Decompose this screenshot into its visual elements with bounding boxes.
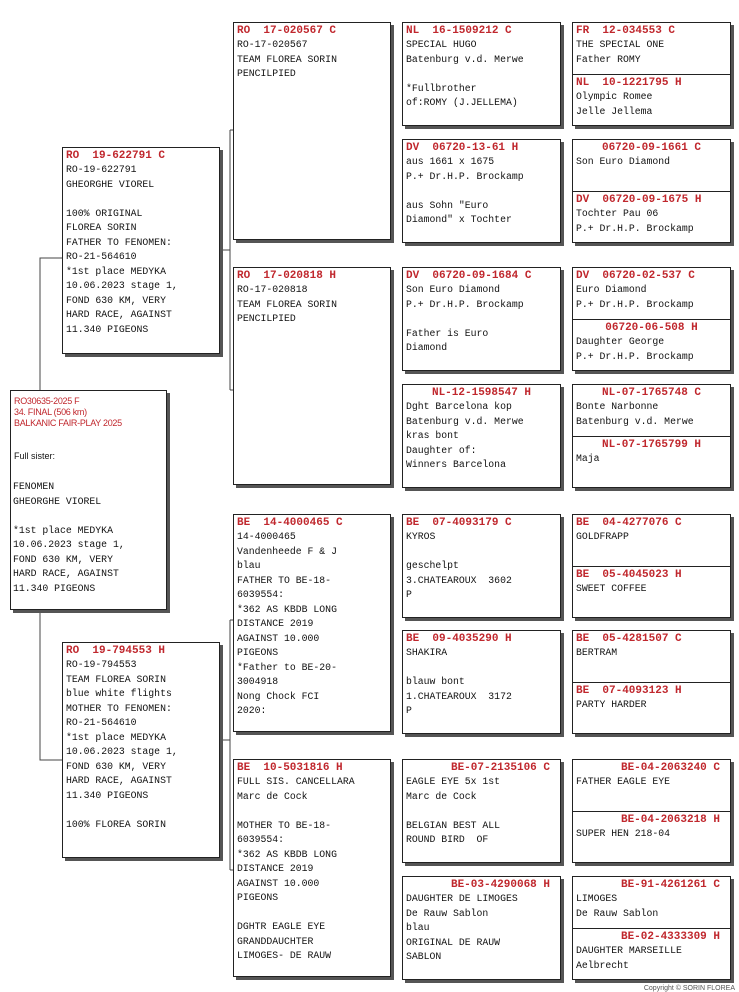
great-grandparent-card[interactable]	[402, 139, 561, 243]
grandparent-card[interactable]	[233, 514, 391, 732]
grandparent-header: BE 10-5031816 H	[237, 762, 343, 774]
dam-card[interactable]	[62, 642, 220, 858]
gen5-pair-card	[572, 22, 731, 126]
great-grandparent-card[interactable]	[402, 630, 561, 734]
great-grandparent-header: NL-12-1598547 H	[431, 387, 532, 399]
ancestor-header: BE 05-4045023 H	[576, 569, 682, 581]
sire-body: RO-19-622791 GHEORGHE VIOREL 100% ORIGINAL FLOREA SORIN FATHER TO FENOMEN: RO-21-564610 *1st place MEDYKA 10.06.2023 stage 1, FOND 630 KM, VERY HARD RACE, AGAINST 11.340 PIGEONS	[66, 164, 178, 335]
ancestor-entry[interactable]	[573, 566, 730, 619]
ancestor-body: Olympic Romee Jelle Jellema	[576, 91, 653, 117]
dam-header: RO 19-794553 H	[66, 645, 166, 657]
ancestor-header: NL 10-1221795 H	[576, 77, 682, 89]
ancestor-entry[interactable]	[573, 23, 730, 74]
ancestor-body: SWEET COFFEE	[576, 583, 647, 594]
ancestor-header: BE 07-4093123 H	[576, 685, 682, 697]
subject-body: FENOMEN GHEORGHE VIOREL *1st place MEDYKA 10.06.2023 stage 1, FOND 630 KM, VERY HARD RACE, AGAINST 11.340 PIGEONS	[13, 481, 125, 594]
ancestor-header: BE-04-2063240 C	[620, 762, 720, 774]
ancestor-entry[interactable]	[573, 631, 730, 682]
ancestor-entry[interactable]	[573, 268, 730, 319]
great-grandparent-body: DAUGHTER DE LIMOGES De Rauw Sablon blau ORIGINAL DE RAUW SABLON	[406, 893, 518, 962]
ancestor-header: 06720-06-508 H	[605, 322, 698, 334]
ancestor-body: Maja	[576, 453, 600, 464]
ancestor-entry[interactable]	[573, 319, 730, 372]
ancestor-entry[interactable]	[573, 682, 730, 735]
ancestor-body: GOLDFRAPP	[576, 531, 629, 542]
gen5-pair-card	[572, 514, 731, 618]
gen5-pair-card	[572, 139, 731, 243]
ancestor-entry[interactable]	[573, 877, 730, 928]
ancestor-entry[interactable]	[573, 515, 730, 566]
ancestor-entry[interactable]	[573, 140, 730, 191]
subject-fullsister-label: Full sister:	[14, 451, 56, 461]
copyright-footer: Copyright © SORIN FLOREA	[643, 985, 735, 992]
ancestor-entry[interactable]	[573, 436, 730, 489]
dam-body: RO-19-794553 TEAM FLOREA SORIN blue white flights MOTHER TO FENOMEN: RO-21-564610 *1st place MEDYKA 10.06.2023 stage 1, FOND 630 KM, VERY HARD RACE, AGAINST 11.340 PIGEONS 100% FLOREA SORIN	[66, 659, 178, 830]
ancestor-entry[interactable]	[573, 385, 730, 436]
grandparent-card[interactable]	[233, 22, 391, 240]
ancestor-body: Bonte Narbonne Batenburg v.d. Merwe	[576, 401, 694, 427]
great-grandparent-header: BE 07-4093179 C	[406, 517, 512, 529]
grandparent-header: BE 14-4000465 C	[237, 517, 343, 529]
great-grandparent-body: EAGLE EYE 5x 1st Marc de Cock BELGIAN BEST ALL ROUND BIRD OF	[406, 776, 501, 845]
great-grandparent-header: NL 16-1509212 C	[406, 25, 512, 37]
great-grandparent-card[interactable]	[402, 384, 561, 488]
great-grandparent-header: DV 06720-13-61 H	[406, 142, 519, 154]
ancestor-entry[interactable]	[573, 760, 730, 811]
sire-header: RO 19-622791 C	[66, 150, 166, 162]
grandparent-header: RO 17-020818 H	[237, 270, 337, 282]
great-grandparent-body: SHAKIRA blauw bont 1.CHATEAROUX 3172 P	[406, 647, 512, 716]
ancestor-body: THE SPECIAL ONE Father ROMY	[576, 39, 665, 65]
gen5-pair-card	[572, 630, 731, 734]
ancestor-header: NL-07-1765799 H	[601, 439, 702, 451]
grandparent-body: 14-4000465 Vandenheede F & J blau FATHER TO BE-18- 6039554: *362 AS KBDB LONG DISTANCE 2019 AGAINST 10.000 PIGEONS *Father to BE-20- 3004918 Nong Chock FCI 2020:	[237, 531, 337, 716]
subject-header: RO30635-2025 F 34. FINAL (506 km) BALKANIC FAIR-PLAY 2025	[14, 396, 122, 428]
grandparent-header: RO 17-020567 C	[237, 25, 337, 37]
grandparent-body: RO-17-020818 TEAM FLOREA SORIN PENCILPIED	[237, 284, 337, 324]
grandparent-card[interactable]	[233, 267, 391, 485]
great-grandparent-body: Son Euro Diamond P.+ Dr.H.P. Brockamp Father is Euro Diamond	[406, 284, 524, 353]
great-grandparent-header: DV 06720-09-1684 C	[406, 270, 532, 282]
ancestor-entry[interactable]	[573, 191, 730, 244]
ancestor-header: BE-04-2063218 H	[620, 814, 720, 826]
great-grandparent-card[interactable]	[402, 514, 561, 618]
great-grandparent-card[interactable]	[402, 876, 561, 980]
ancestor-body: Euro Diamond P.+ Dr.H.P. Brockamp	[576, 284, 694, 310]
ancestor-body: BERTRAM	[576, 647, 618, 658]
ancestor-header: BE-91-4261261 C	[620, 879, 720, 891]
ancestor-body: Son Euro Diamond	[576, 156, 671, 167]
ancestor-entry[interactable]	[573, 74, 730, 127]
ancestor-body: PARTY HARDER	[576, 699, 647, 710]
great-grandparent-body: aus 1661 x 1675 P.+ Dr.H.P. Brockamp aus Sohn "Euro Diamond" x Tochter	[406, 156, 524, 225]
great-grandparent-header: BE-03-4290068 H	[450, 879, 550, 891]
ancestor-header: DV 06720-02-537 C	[576, 270, 695, 282]
ancestor-header: BE 05-4281507 C	[576, 633, 682, 645]
ancestor-header: NL-07-1765748 C	[601, 387, 702, 399]
gen5-pair-card	[572, 759, 731, 863]
sire-card[interactable]	[62, 147, 220, 354]
subject-card[interactable]	[10, 390, 167, 610]
ancestor-body: FATHER EAGLE EYE	[576, 776, 671, 787]
ancestor-entry[interactable]	[573, 811, 730, 864]
ancestor-body: Tochter Pau 06 P.+ Dr.H.P. Brockamp	[576, 208, 694, 234]
ancestor-body: Daughter George P.+ Dr.H.P. Brockamp	[576, 336, 694, 362]
gen5-pair-card	[572, 876, 731, 980]
great-grandparent-card[interactable]	[402, 267, 561, 371]
great-grandparent-body: SPECIAL HUGO Batenburg v.d. Merwe *Fullbrother of:ROMY (J.JELLEMA)	[406, 39, 524, 108]
ancestor-body: DAUGHTER MARSEILLE Aelbrecht	[576, 945, 682, 971]
gen5-pair-card	[572, 384, 731, 488]
grandparent-body: RO-17-020567 TEAM FLOREA SORIN PENCILPIED	[237, 39, 337, 79]
great-grandparent-card[interactable]	[402, 22, 561, 126]
great-grandparent-header: BE-07-2135106 C	[450, 762, 550, 774]
great-grandparent-header: BE 09-4035290 H	[406, 633, 512, 645]
ancestor-body: LIMOGES De Rauw Sablon	[576, 893, 659, 919]
great-grandparent-body: KYROS geschelpt 3.CHATEAROUX 3602 P	[406, 531, 512, 600]
grandparent-card[interactable]	[233, 759, 391, 977]
ancestor-header: DV 06720-09-1675 H	[576, 194, 702, 206]
ancestor-header: BE-02-4333309 H	[620, 931, 720, 943]
grandparent-body: FULL SIS. CANCELLARA Marc de Cock MOTHER TO BE-18- 6039554: *362 AS KBDB LONG DISTANCE 2019 AGAINST 10.000 PIGEONS DGHTR EAGLE EYE GRANDDAUCHTER LIMOGES- DE RAUW	[237, 776, 355, 961]
ancestor-header: FR 12-034553 C	[576, 25, 676, 37]
gen5-pair-card	[572, 267, 731, 371]
ancestor-header: BE 04-4277076 C	[576, 517, 682, 529]
great-grandparent-body: Dght Barcelona kop Batenburg v.d. Merwe kras bont Daughter of: Winners Barcelona	[406, 401, 524, 470]
ancestor-entry[interactable]	[573, 928, 730, 981]
ancestor-header: 06720-09-1661 C	[601, 142, 702, 154]
great-grandparent-card[interactable]	[402, 759, 561, 863]
ancestor-body: SUPER HEN 218-04	[576, 828, 671, 839]
